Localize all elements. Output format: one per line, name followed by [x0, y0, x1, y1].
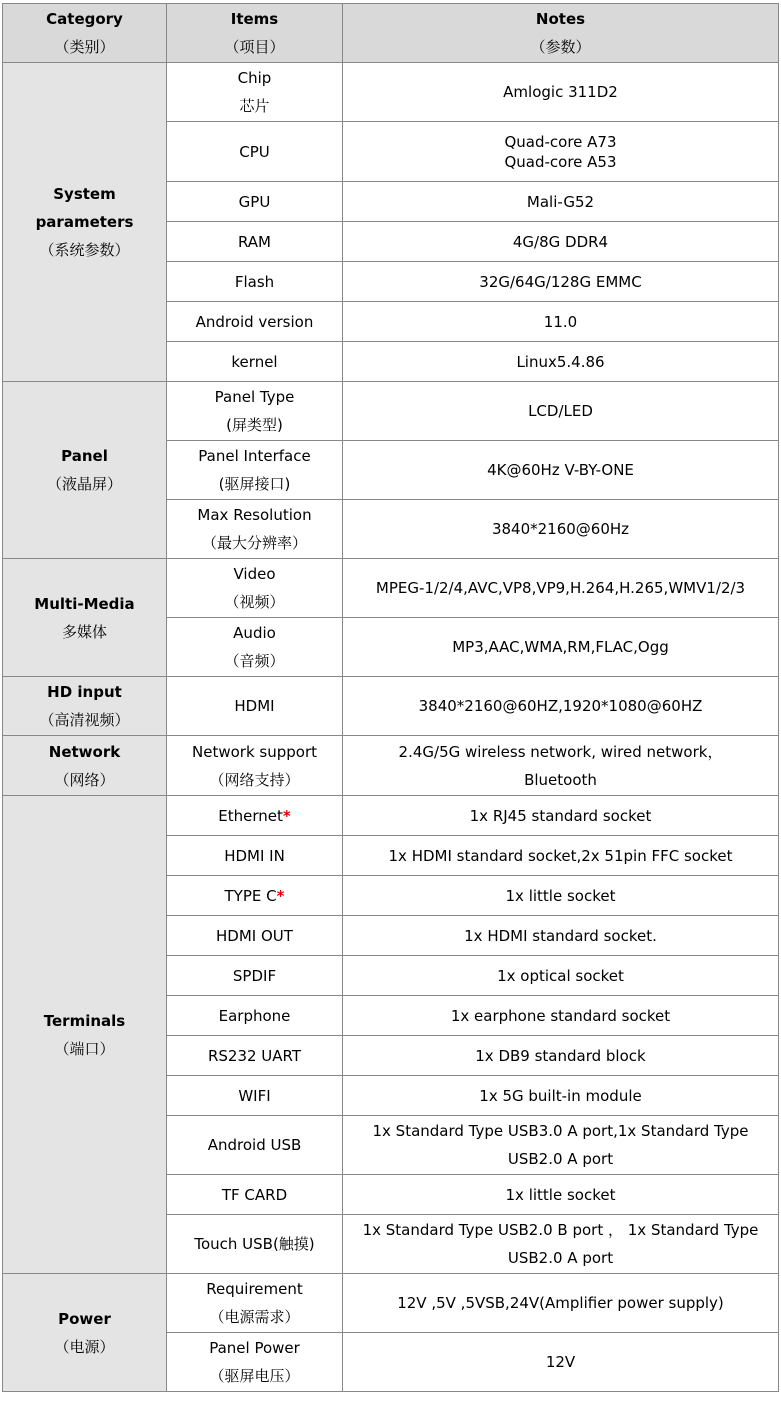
note-cell: 1x little socket [343, 1175, 779, 1215]
header-row [3, 4, 779, 63]
note-cell: 12V ,5V ,5VSB,24V(Amplifier power supply) [343, 1274, 779, 1333]
item-cell: HDMI OUT [167, 916, 343, 956]
note-cell: Mali-G52 [343, 182, 779, 222]
note-cell: 4K@60Hz V-BY-ONE [343, 441, 779, 500]
item-cell: kernel [167, 342, 343, 382]
category-power: Power （电源） [3, 1274, 167, 1392]
item-cell: Android USB [167, 1116, 343, 1175]
item-cell: RAM [167, 222, 343, 262]
item-cell: Video （视频） [167, 559, 343, 618]
note-cell: 2.4G/5G wireless network, wired network， Bluetooth [343, 736, 779, 796]
header-notes: Notes （参数） [343, 4, 779, 63]
note-cell: 1x HDMI standard socket. [343, 916, 779, 956]
spec-table [2, 3, 779, 1392]
required-marker: * [276, 886, 285, 905]
note-cell: MPEG-1/2/4,AVC,VP8,VP9,H.264,H.265,WMV1/2/3 [343, 559, 779, 618]
table-row [3, 63, 779, 122]
item-cell: Earphone [167, 996, 343, 1036]
item-cell: Flash [167, 262, 343, 302]
note-cell: 3840*2160@60HZ,1920*1080@60HZ [343, 677, 779, 736]
table-row [3, 559, 779, 618]
table-row [3, 677, 779, 736]
category-network: Network （网络） [3, 736, 167, 796]
note-cell: Linux5.4.86 [343, 342, 779, 382]
header-category: Category （类别） [3, 4, 167, 63]
category-terminals: Terminals （端口） [3, 796, 167, 1274]
note-cell: 4G/8G DDR4 [343, 222, 779, 262]
note-cell: 1x HDMI standard socket,2x 51pin FFC socket [343, 836, 779, 876]
item-cell: Requirement （电源需求） [167, 1274, 343, 1333]
note-cell: 1x optical socket [343, 956, 779, 996]
item-cell: Network support （网络支持） [167, 736, 343, 796]
note-cell: 32G/64G/128G EMMC [343, 262, 779, 302]
note-cell: 1x 5G built-in module [343, 1076, 779, 1116]
note-cell: 1x RJ45 standard socket [343, 796, 779, 836]
category-multimedia: Multi-Media 多媒体 [3, 559, 167, 677]
note-cell: Amlogic 311D2 [343, 63, 779, 122]
note-cell: 11.0 [343, 302, 779, 342]
item-cell: Ethernet* [167, 796, 343, 836]
note-cell: 1x Standard Type USB2.0 B port ， 1x Standard Type USB2.0 A port [343, 1215, 779, 1274]
category-panel: Panel （液晶屏） [3, 382, 167, 559]
item-cell: GPU [167, 182, 343, 222]
table-row [3, 382, 779, 441]
note-cell: 12V [343, 1333, 779, 1392]
note-cell: Quad-core A73 Quad-core A53 [343, 122, 779, 182]
table-row [3, 796, 779, 836]
table-row [3, 1274, 779, 1333]
item-cell: Touch USB(触摸) [167, 1215, 343, 1274]
header-items: Items （项目） [167, 4, 343, 63]
item-cell: HDMI IN [167, 836, 343, 876]
item-cell: Max Resolution （最大分辨率） [167, 500, 343, 559]
item-cell: TYPE C* [167, 876, 343, 916]
item-cell: Panel Power （驱屏电压） [167, 1333, 343, 1392]
required-marker: * [282, 806, 291, 825]
item-cell: Android version [167, 302, 343, 342]
table-row [3, 736, 779, 796]
item-cell: TF CARD [167, 1175, 343, 1215]
item-cell: RS232 UART [167, 1036, 343, 1076]
note-cell: MP3,AAC,WMA,RM,FLAC,Ogg [343, 618, 779, 677]
item-cell: Panel Interface (驱屏接口) [167, 441, 343, 500]
note-cell: 3840*2160@60Hz [343, 500, 779, 559]
item-cell: CPU [167, 122, 343, 182]
note-cell: 1x little socket [343, 876, 779, 916]
item-cell: Audio （音频） [167, 618, 343, 677]
item-cell: Panel Type (屏类型) [167, 382, 343, 441]
item-cell: Chip 芯片 [167, 63, 343, 122]
category-system: System parameters （系统参数） [3, 63, 167, 382]
category-hdinput: HD input （高清视频） [3, 677, 167, 736]
note-cell: 1x DB9 standard block [343, 1036, 779, 1076]
item-cell: SPDIF [167, 956, 343, 996]
note-cell: 1x Standard Type USB3.0 A port,1x Standard Type USB2.0 A port [343, 1116, 779, 1175]
item-cell: HDMI [167, 677, 343, 736]
note-cell: 1x earphone standard socket [343, 996, 779, 1036]
note-cell: LCD/LED [343, 382, 779, 441]
item-cell: WIFI [167, 1076, 343, 1116]
